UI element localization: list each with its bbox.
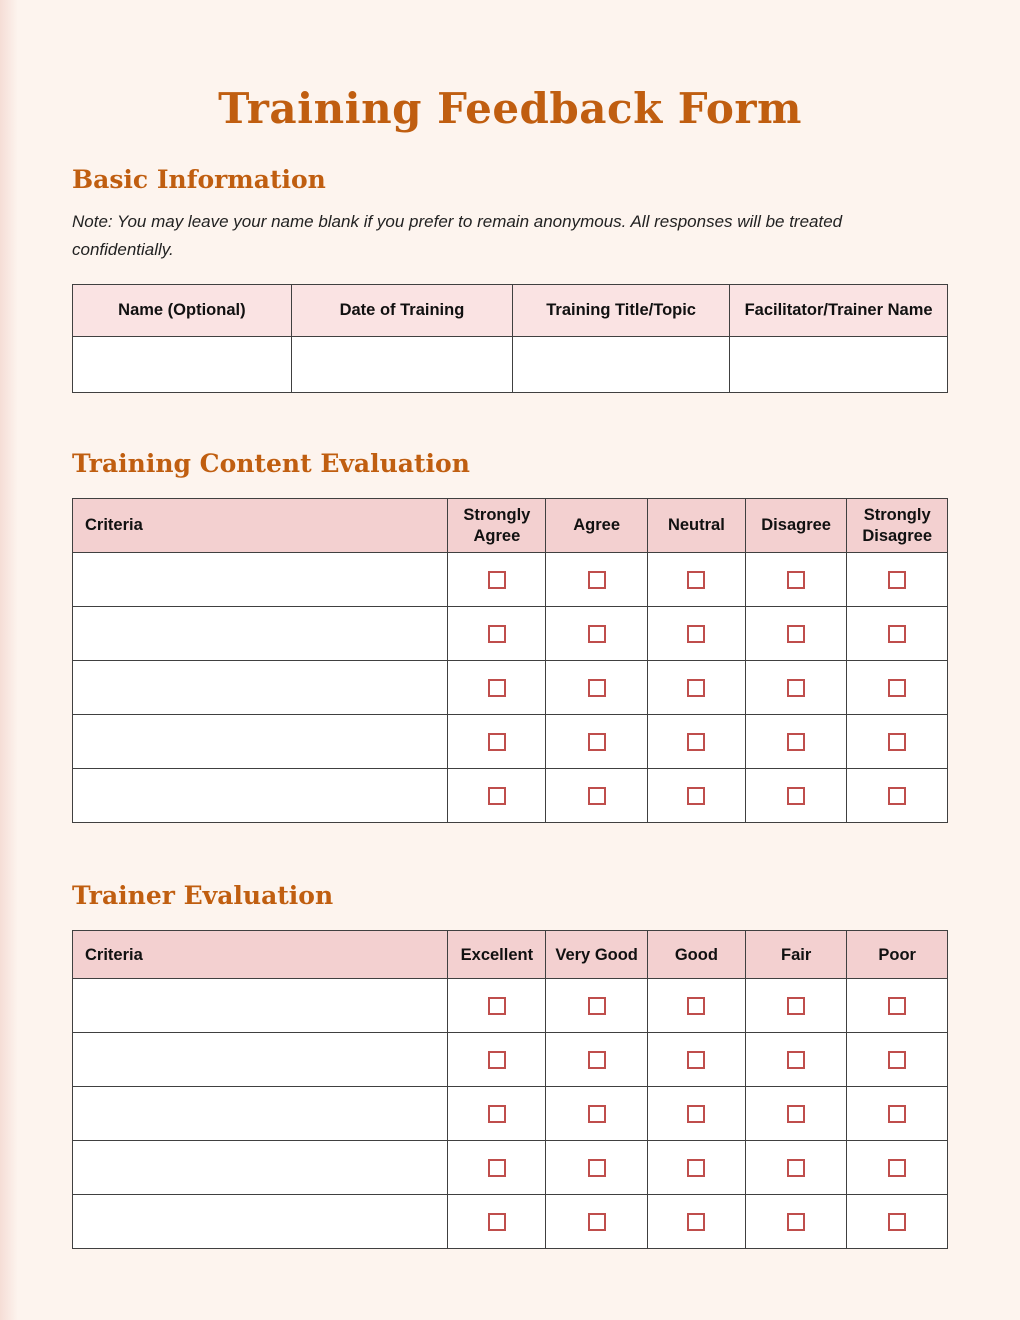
- name-input-cell[interactable]: [73, 337, 292, 393]
- rating-cell: [745, 715, 847, 769]
- criteria-input-cell[interactable]: [73, 1141, 448, 1195]
- rating-cell: [745, 769, 847, 823]
- rating-cell: [546, 553, 648, 607]
- basic-info-header-row: [73, 285, 948, 337]
- checkbox[interactable]: [787, 1051, 805, 1069]
- checkbox[interactable]: [787, 625, 805, 643]
- checkbox[interactable]: [588, 679, 606, 697]
- rating-cell: [745, 979, 847, 1033]
- rating-cell: [745, 1033, 847, 1087]
- checkbox[interactable]: [588, 787, 606, 805]
- rating-cell: [847, 661, 948, 715]
- basic-info-table: [72, 284, 948, 393]
- checkbox[interactable]: [787, 1105, 805, 1123]
- rating-header-disagree: Disagree: [745, 499, 847, 553]
- column-header-title-topic: Training Title/Topic: [513, 285, 730, 337]
- trainer-evaluation-row: [73, 1033, 948, 1087]
- rating-cell: [546, 715, 648, 769]
- rating-cell: [847, 715, 948, 769]
- criteria-input-cell[interactable]: [73, 1087, 448, 1141]
- rating-cell: [647, 1141, 745, 1195]
- content-evaluation-row: [73, 769, 948, 823]
- rating-header-good: Good: [647, 931, 745, 979]
- checkbox[interactable]: [687, 997, 705, 1015]
- rating-cell: [647, 715, 745, 769]
- checkbox[interactable]: [488, 1213, 506, 1231]
- checkbox[interactable]: [488, 625, 506, 643]
- trainer-evaluation-row: [73, 979, 948, 1033]
- rating-cell: [847, 1141, 948, 1195]
- rating-cell: [546, 1033, 648, 1087]
- checkbox[interactable]: [787, 787, 805, 805]
- rating-cell: [745, 661, 847, 715]
- trainer-evaluation-row: [73, 1195, 948, 1249]
- checkbox[interactable]: [588, 571, 606, 589]
- page-title: Training Feedback Form: [218, 84, 802, 133]
- rating-cell: [448, 715, 546, 769]
- checkbox[interactable]: [687, 787, 705, 805]
- rating-cell: [546, 769, 648, 823]
- checkbox[interactable]: [787, 1159, 805, 1177]
- rating-header-excellent: Excellent: [448, 931, 546, 979]
- rating-cell: [546, 1195, 648, 1249]
- checkbox[interactable]: [888, 1159, 906, 1177]
- rating-cell: [647, 661, 745, 715]
- rating-header-poor: Poor: [847, 931, 948, 979]
- rating-cell: [745, 1195, 847, 1249]
- rating-cell: [647, 769, 745, 823]
- rating-cell: [847, 1087, 948, 1141]
- trainer-evaluation-row: [73, 1141, 948, 1195]
- checkbox[interactable]: [588, 1159, 606, 1177]
- content-evaluation-heading: Training Content Evaluation: [72, 449, 470, 479]
- checkbox[interactable]: [888, 571, 906, 589]
- checkbox[interactable]: [488, 733, 506, 751]
- checkbox[interactable]: [588, 1051, 606, 1069]
- rating-header-fair: Fair: [745, 931, 847, 979]
- content-evaluation-table: [72, 498, 948, 823]
- rating-cell: [448, 1087, 546, 1141]
- facilitator-input-cell[interactable]: [730, 337, 948, 393]
- rating-header-neutral: Neutral: [647, 499, 745, 553]
- checkbox[interactable]: [588, 625, 606, 643]
- rating-header-strongly-agree: Strongly Agree: [448, 499, 546, 553]
- rating-cell: [448, 661, 546, 715]
- content-evaluation-header-row: [73, 499, 948, 553]
- checkbox[interactable]: [488, 1159, 506, 1177]
- rating-cell: [745, 607, 847, 661]
- rating-cell: [647, 979, 745, 1033]
- rating-cell: [448, 553, 546, 607]
- content-evaluation-row: [73, 715, 948, 769]
- checkbox[interactable]: [888, 679, 906, 697]
- criteria-column-header: Criteria: [73, 499, 448, 553]
- criteria-input-cell[interactable]: [73, 769, 448, 823]
- checkbox[interactable]: [588, 997, 606, 1015]
- criteria-input-cell[interactable]: [73, 661, 448, 715]
- checkbox[interactable]: [687, 733, 705, 751]
- checkbox[interactable]: [488, 679, 506, 697]
- checkbox[interactable]: [588, 1105, 606, 1123]
- rating-cell: [448, 1033, 546, 1087]
- criteria-input-cell[interactable]: [73, 1033, 448, 1087]
- rating-cell: [647, 1033, 745, 1087]
- criteria-input-cell[interactable]: [73, 979, 448, 1033]
- checkbox[interactable]: [588, 733, 606, 751]
- rating-cell: [847, 1033, 948, 1087]
- checkbox[interactable]: [687, 1213, 705, 1231]
- rating-cell: [448, 1195, 546, 1249]
- rating-cell: [546, 979, 648, 1033]
- rating-cell: [647, 1195, 745, 1249]
- date-input-cell[interactable]: [291, 337, 512, 393]
- rating-cell: [847, 1195, 948, 1249]
- checkbox[interactable]: [488, 1105, 506, 1123]
- rating-cell: [448, 979, 546, 1033]
- rating-cell: [847, 607, 948, 661]
- checkbox[interactable]: [488, 571, 506, 589]
- checkbox[interactable]: [588, 1213, 606, 1231]
- title-topic-input-cell[interactable]: [513, 337, 730, 393]
- rating-header-very-good: Very Good: [546, 931, 648, 979]
- checkbox[interactable]: [687, 1159, 705, 1177]
- rating-cell: [448, 1141, 546, 1195]
- rating-cell: [647, 1087, 745, 1141]
- trainer-evaluation-header-row: [73, 931, 948, 979]
- checkbox[interactable]: [888, 997, 906, 1015]
- rating-cell: [745, 553, 847, 607]
- rating-cell: [745, 1087, 847, 1141]
- content-evaluation-row: [73, 607, 948, 661]
- checkbox[interactable]: [687, 679, 705, 697]
- rating-cell: [546, 1087, 648, 1141]
- checkbox[interactable]: [488, 997, 506, 1015]
- trainer-evaluation-heading: Trainer Evaluation: [72, 881, 334, 911]
- content-evaluation-row: [73, 553, 948, 607]
- anonymity-note: Note: You may leave your name blank if you prefer to remain anonymous. All responses will be treated confidentially.: [72, 212, 843, 260]
- checkbox[interactable]: [787, 571, 805, 589]
- basic-information-heading: Basic Information: [72, 165, 326, 194]
- checkbox[interactable]: [687, 1105, 705, 1123]
- checkbox[interactable]: [687, 571, 705, 589]
- rating-header-strongly-disagree: Strongly Disagree: [847, 499, 948, 553]
- criteria-input-cell[interactable]: [73, 553, 448, 607]
- column-header-name: Name (Optional): [73, 285, 292, 337]
- checkbox[interactable]: [888, 1213, 906, 1231]
- checkbox[interactable]: [787, 733, 805, 751]
- criteria-column-header: Criteria: [73, 931, 448, 979]
- rating-cell: [847, 553, 948, 607]
- checkbox[interactable]: [787, 997, 805, 1015]
- checkbox[interactable]: [687, 625, 705, 643]
- criteria-input-cell[interactable]: [73, 1195, 448, 1249]
- basic-info-entry-row: [73, 337, 948, 393]
- checkbox[interactable]: [888, 625, 906, 643]
- rating-cell: [647, 553, 745, 607]
- checkbox[interactable]: [888, 1105, 906, 1123]
- rating-cell: [546, 1141, 648, 1195]
- checkbox[interactable]: [787, 679, 805, 697]
- rating-cell: [745, 1141, 847, 1195]
- checkbox[interactable]: [787, 1213, 805, 1231]
- column-header-facilitator: Facilitator/Trainer Name: [730, 285, 948, 337]
- column-header-date: Date of Training: [291, 285, 512, 337]
- checkbox[interactable]: [888, 787, 906, 805]
- rating-cell: [448, 607, 546, 661]
- criteria-input-cell[interactable]: [73, 607, 448, 661]
- trainer-evaluation-row: [73, 1087, 948, 1141]
- criteria-input-cell[interactable]: [73, 715, 448, 769]
- rating-cell: [546, 607, 648, 661]
- rating-header-agree: Agree: [546, 499, 648, 553]
- trainer-evaluation-table: [72, 930, 948, 1249]
- rating-cell: [546, 661, 648, 715]
- content-evaluation-row: [73, 661, 948, 715]
- checkbox[interactable]: [888, 733, 906, 751]
- rating-cell: [847, 979, 948, 1033]
- rating-cell: [847, 769, 948, 823]
- rating-cell: [647, 607, 745, 661]
- checkbox[interactable]: [888, 1051, 906, 1069]
- rating-cell: [448, 769, 546, 823]
- checkbox[interactable]: [488, 787, 506, 805]
- checkbox[interactable]: [687, 1051, 705, 1069]
- checkbox[interactable]: [488, 1051, 506, 1069]
